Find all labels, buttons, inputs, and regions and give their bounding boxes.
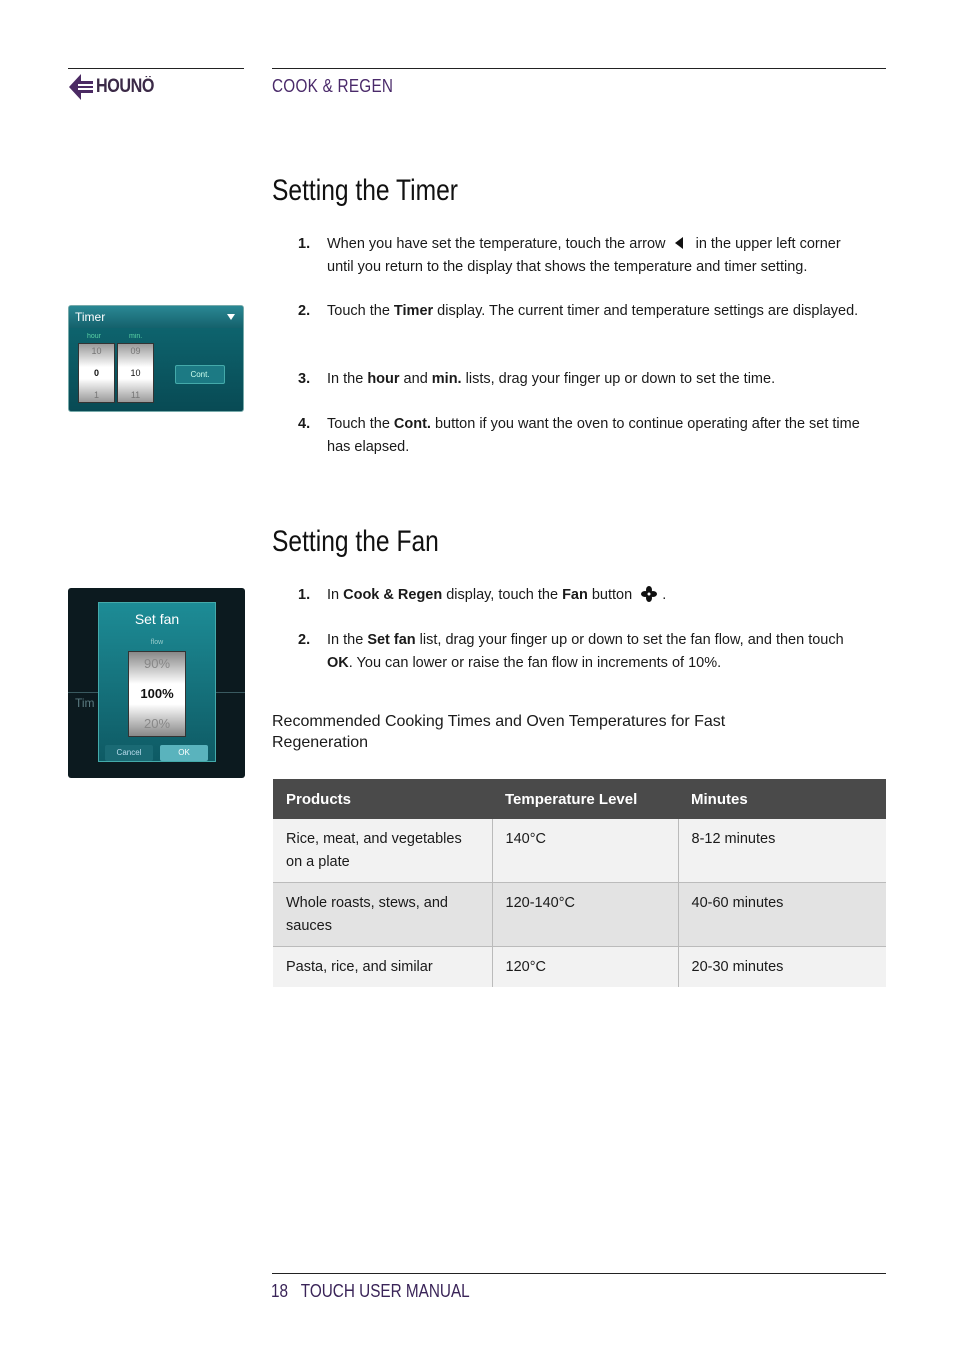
table-header-row [273,779,886,819]
fan-step-1: 1. In Cook & Regen display, touch the Fan button . [298,587,667,603]
table-row [273,819,886,883]
table-row [273,883,886,947]
brand-name: HOUNÖ [96,76,154,97]
header-rule-left [68,68,244,69]
table-cell: 140°C [492,819,678,883]
page-footer [271,1281,470,1302]
min-label: min. [129,333,143,340]
table-cell: 40-60 minutes [678,883,886,947]
set-fan-title: Set fan [134,611,180,627]
timer-step-4: 4. Touch the Cont. button if you want the oven to continue operating after the set time has elapsed. [298,416,860,455]
hour-label: hour [87,333,102,340]
cont-button: Cont. [175,365,225,384]
fan-icon [636,586,662,602]
timer-heading: Setting the Timer [272,174,458,207]
table-cell: 20-30 minutes [678,947,886,988]
fan-step-2: 2. In the Set fan list, drag your finger up or down to set the fan flow, and then touch OK. You can lower or raise the fan flow in increments of 10%. [298,632,844,671]
timer-step-3: 3. In the hour and min. lists, drag your finger up or down to set the time. [298,371,776,387]
fan-ok-button: OK [160,745,208,761]
header-rule-right [272,68,886,69]
table-cell: 120°C [492,947,678,988]
fan-cancel-button: Cancel [105,745,153,761]
fan-screenshot [68,588,245,778]
table-cell: Whole roasts, stews, and sauces [273,883,492,947]
timer-screen-header [69,306,243,328]
col-header-minutes: Minutes [678,779,886,819]
table-cell: Rice, meat, and vegetables on a plate [273,819,492,883]
set-fan-dialog [98,602,216,762]
section-title: COOK & REGEN [272,76,394,96]
dropdown-arrow-icon [227,314,235,320]
table-caption: Recommended Cooking Times and Oven Temperatures for Fast Regeneration [272,713,726,751]
fan-flow-picker: 90% 100% 20% [128,651,186,737]
cooking-times-table [273,779,886,987]
col-header-products: Products [273,779,492,819]
manual-title: TOUCH USER MANUAL [300,1281,470,1301]
flow-label: flow [150,639,164,646]
table-row [273,947,886,988]
back-arrow-icon [670,236,692,250]
table-cell: 120-140°C [492,883,678,947]
timer-step-2: 2. Touch the Timer display. The current timer and temperature settings are displayed. [298,303,859,319]
timer-screenshot [68,305,244,412]
footer-rule [272,1273,886,1274]
hour-picker: 10 0 1 [78,343,115,403]
table-cell: Pasta, rice, and similar [273,947,492,988]
timer-screen-title: Timer [75,310,106,324]
fan-heading: Setting the Fan [272,525,439,558]
col-header-temperature: Temperature Level [492,779,678,819]
background-label: Tim [75,696,95,710]
page-number: 18 [271,1281,289,1301]
brand-logo [68,73,164,101]
table-cell: 8-12 minutes [678,819,886,883]
houno-logo-icon [68,73,94,101]
timer-step-1: 1. When you have set the temperature, touch the arrow in the upper left corner until you return to the display that shows the temperature and timer setting. [298,236,841,275]
min-picker: 09 10 11 [117,343,154,403]
